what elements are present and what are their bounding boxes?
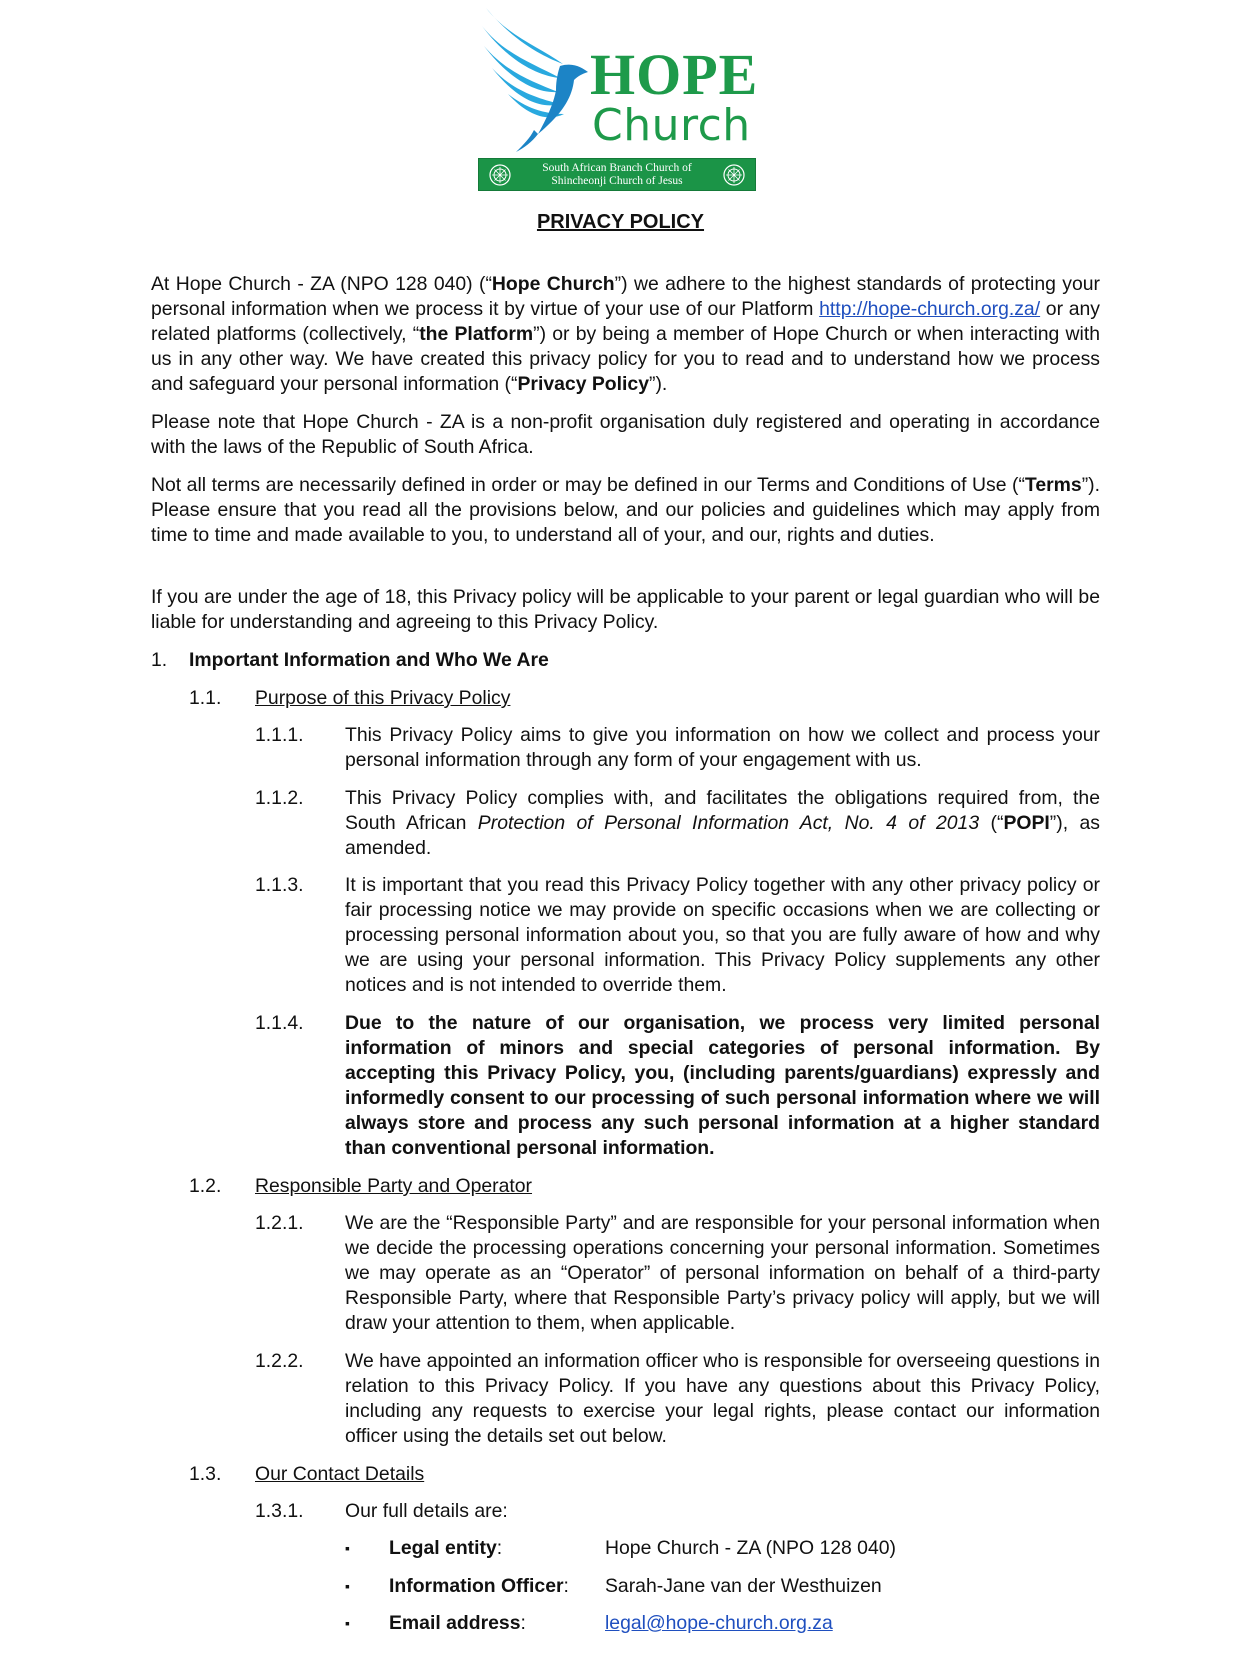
subsection-number: 1.2. (189, 1175, 222, 1197)
intro-paragraph-3 (151, 473, 1100, 548)
dove-icon (478, 6, 598, 156)
clause-1-3-1: Our full details are: (345, 1500, 508, 1522)
defined-term: Terms (1024, 474, 1082, 496)
clause-1-1-2 (345, 786, 1100, 861)
logo-wordmark-hope: HOPE (590, 42, 759, 107)
subsection-number: 1.1. (189, 687, 222, 709)
logo-banner (478, 158, 756, 191)
bullet-icon: ▪ (345, 1540, 350, 1556)
subsection-number: 1.3. (189, 1463, 222, 1485)
banner-line-1: South African Branch Church of (542, 162, 692, 174)
contact-label (389, 1611, 526, 1636)
clause-1-1-3: It is important that you read this Privacy Policy together with any other privacy policy or fair processing notice we may provide on specific occasions when we are collecting or processing personal information about you, so that you are fully aware of how and why we are using your personal information. This Privacy Policy supplements any other notices and is not intended to override them. (345, 874, 1100, 996)
website-link[interactable]: http://hope-church.org.za/ (819, 298, 1041, 320)
clause-number: 1.1.2. (255, 787, 304, 809)
text-run: ”). Please ensure that you read all the provisions below, and our policies and guidelines which may apply from time to time and made available to you, to understand all of your, and our, rights and duties. (151, 474, 1100, 546)
text-run: (“ (979, 812, 1004, 834)
intro-paragraph-1 (151, 272, 1100, 397)
clause-1-2-2: We have appointed an information officer who is responsible for overseeing questions in relation to this Privacy Policy. If you have any questions about this Privacy Policy, including any requests to exercise your legal rights, please contact our information officer using the details set out below. (345, 1350, 1100, 1447)
clause-number: 1.2.1. (255, 1212, 304, 1234)
colon: : (520, 1612, 526, 1634)
intro-paragraph-2: Please note that Hope Church - ZA is a non-profit organisation duly registered and operating in accordance with the laws of the Republic of South Africa. (151, 411, 1100, 458)
clause-number: 1.2.2. (255, 1350, 304, 1372)
defined-term: Privacy Policy (517, 373, 649, 395)
contact-value-legal-entity: Hope Church - ZA (NPO 128 040) (605, 1537, 896, 1559)
label-text: Legal entity (389, 1537, 497, 1559)
text-run: ”) we adhere to the highest standards of protecting your personal information when we process it by virtue of your use of our Platform (151, 273, 1100, 320)
label-text: Information Officer (389, 1575, 564, 1597)
contact-value-information-officer: Sarah-Jane van der Westhuizen (605, 1575, 882, 1597)
bullet-icon: ▪ (345, 1615, 350, 1631)
text-run: ”). (649, 373, 668, 395)
emblem-icon (723, 164, 745, 186)
contact-label (389, 1536, 502, 1561)
logo-wordmark-church: Church (592, 100, 751, 151)
act-title: Protection of Personal Information Act, No. 4 of 2013 (477, 812, 980, 834)
defined-term: the Platform (419, 323, 534, 345)
colon: : (563, 1575, 569, 1597)
clause-1-2-1: We are the “Responsible Party” and are responsible for your personal information when we decide the processing operations concerning your personal information. Sometimes we may operate as an “Operator” of personal information on behalf of a third-party Responsible Party, where that Responsible Party’s privacy policy will apply, but we will draw your attention to them, when applicable. (345, 1212, 1100, 1334)
clause-number: 1.1.1. (255, 724, 304, 746)
text-run: or any related platforms (collectively, “ (151, 298, 1100, 345)
text-run: ”), as amended. (345, 812, 1100, 859)
email-link[interactable]: legal@hope-church.org.za (605, 1612, 833, 1634)
clause-1-1-1: This Privacy Policy aims to give you information on how we collect and process your personal information through any form of your engagement with us. (345, 724, 1100, 771)
clause-number: 1.3.1. (255, 1500, 304, 1522)
text-run: ”) or by being a member of Hope Church or when interacting with us in any other way. We have created this privacy policy for you to read and to understand how we process and safeguard your personal information (“ (151, 323, 1100, 395)
defined-term: POPI (1003, 812, 1050, 834)
label-text: Email address (389, 1612, 521, 1634)
emblem-icon (489, 164, 511, 186)
section-heading: Important Information and Who We Are (189, 649, 549, 671)
intro-paragraph-4: If you are under the age of 18, this Privacy policy will be applicable to your parent or legal guardian who will be liable for understanding and agreeing to this Privacy Policy. (151, 586, 1100, 633)
text-run: At Hope Church - ZA (NPO 128 040) (“ (151, 273, 492, 295)
subsection-heading: Responsible Party and Operator (255, 1175, 533, 1197)
banner-line-2: Shincheonji Church of Jesus (551, 175, 683, 187)
bullet-icon: ▪ (345, 1578, 350, 1594)
defined-term: Hope Church (491, 273, 615, 295)
clause-number: 1.1.3. (255, 874, 304, 896)
clause-1-1-4: Due to the nature of our organisation, we process very limited personal information of minors and special categories of personal information. By accepting this Privacy Policy, you, (including parents/guardians) expressly and informedly consent to our processing of such personal information where we will always store and process any such personal information at a higher standard than conventional personal information. (345, 1012, 1100, 1159)
contact-label (389, 1574, 569, 1599)
banner-text (515, 162, 719, 188)
clause-number: 1.1.4. (255, 1012, 304, 1034)
subsection-heading: Our Contact Details (255, 1463, 425, 1485)
section-number: 1. (151, 649, 168, 671)
document-title: PRIVACY POLICY (536, 211, 705, 233)
text-run: Not all terms are necessarily defined in order or may be defined in our Terms and Conditions of Use (“ (151, 474, 1025, 496)
colon: : (496, 1537, 503, 1559)
text-run: This Privacy Policy complies with, and facilitates the obligations required from, the South African (345, 787, 1100, 834)
hope-church-logo (478, 6, 758, 192)
subsection-heading: Purpose of this Privacy Policy (255, 687, 511, 709)
